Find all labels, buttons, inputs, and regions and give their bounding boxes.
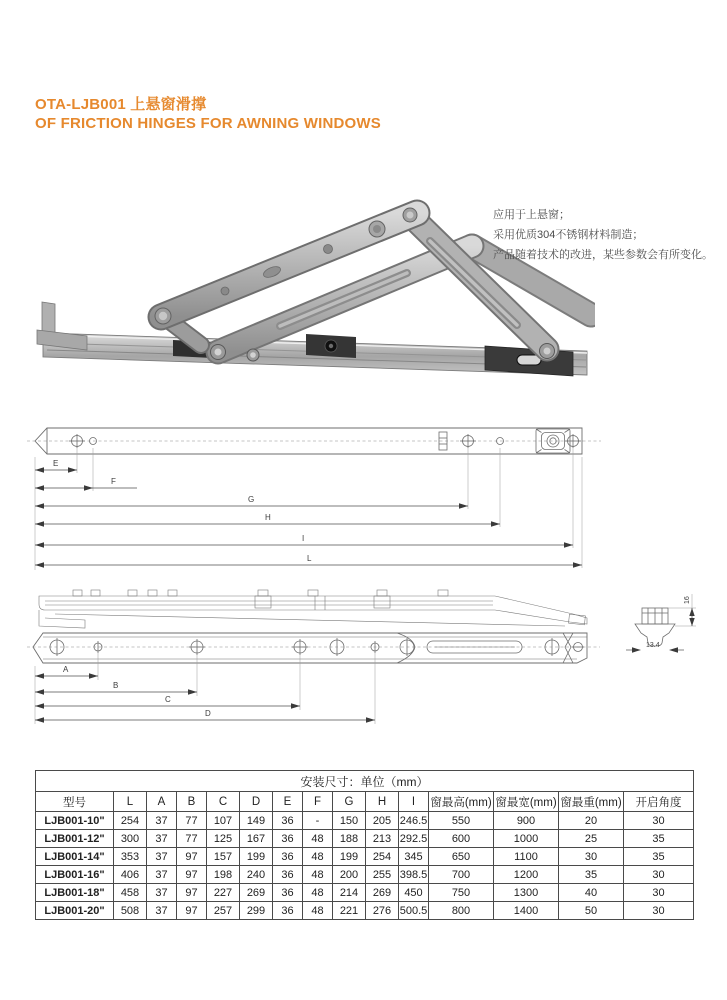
column-header: C <box>207 792 240 812</box>
value-cell: 227 <box>207 884 240 902</box>
value-cell: 205 <box>366 812 399 830</box>
drawing-extension-lines <box>35 448 582 570</box>
value-cell: 107 <box>207 812 240 830</box>
column-header: H <box>366 792 399 812</box>
column-header: E <box>273 792 303 812</box>
value-cell: 35 <box>624 830 694 848</box>
value-cell: 30 <box>559 848 624 866</box>
value-cell: 600 <box>429 830 494 848</box>
description-line: 应用于上悬窗； <box>493 209 570 221</box>
drawing-folded-profile <box>39 590 587 628</box>
dim-label-A: A <box>63 665 69 674</box>
value-cell: 450 <box>399 884 429 902</box>
value-cell: 125 <box>207 830 240 848</box>
value-cell: 299 <box>240 902 273 920</box>
description-line: 采用优质304不锈钢材料制造； <box>493 229 644 241</box>
value-cell: 240 <box>240 866 273 884</box>
value-cell: 30 <box>624 884 694 902</box>
value-cell: 345 <box>399 848 429 866</box>
value-cell: 1400 <box>494 902 559 920</box>
value-cell: 1300 <box>494 884 559 902</box>
value-cell: 221 <box>333 902 366 920</box>
product-description <box>493 205 713 265</box>
value-cell: 650 <box>429 848 494 866</box>
model-cell: LJB001-14" <box>36 848 114 866</box>
value-cell: 40 <box>559 884 624 902</box>
table-row <box>36 902 694 920</box>
value-cell: 269 <box>240 884 273 902</box>
column-header: F <box>303 792 333 812</box>
value-cell: 50 <box>559 902 624 920</box>
column-header: D <box>240 792 273 812</box>
value-cell: 77 <box>177 812 207 830</box>
value-cell: 48 <box>303 866 333 884</box>
value-cell: 200 <box>333 866 366 884</box>
table-row <box>36 884 694 902</box>
value-cell: 37 <box>147 830 177 848</box>
value-cell: 30 <box>624 812 694 830</box>
dim-label-G: G <box>248 495 255 504</box>
value-cell: 900 <box>494 812 559 830</box>
value-cell: 30 <box>624 902 694 920</box>
model-cell: LJB001-20" <box>36 902 114 920</box>
column-header: 开启角度 <box>624 792 694 812</box>
value-cell: 406 <box>114 866 147 884</box>
value-cell: 77 <box>177 830 207 848</box>
column-header: A <box>147 792 177 812</box>
value-cell: 353 <box>114 848 147 866</box>
value-cell: 500.5 <box>399 902 429 920</box>
value-cell: 750 <box>429 884 494 902</box>
dim-label-D: D <box>205 709 211 718</box>
value-cell: 269 <box>366 884 399 902</box>
table-row <box>36 866 694 884</box>
value-cell: 48 <box>303 830 333 848</box>
description-line: 产品随着技术的改进，某些参数会有所变化。 <box>493 249 713 261</box>
photo-left-hook <box>37 302 87 350</box>
value-cell: 48 <box>303 902 333 920</box>
drawing-track-holes <box>50 633 584 663</box>
table-row <box>36 812 694 830</box>
table-row <box>36 830 694 848</box>
section-width-label: 13.4 <box>646 642 660 649</box>
value-cell: 398.5 <box>399 866 429 884</box>
dim-label-C: C <box>165 695 171 704</box>
dim-label-L: L <box>307 554 312 563</box>
spec-table <box>35 770 694 920</box>
value-cell: 508 <box>114 902 147 920</box>
value-cell: 36 <box>273 902 303 920</box>
column-header: B <box>177 792 207 812</box>
value-cell: 276 <box>366 902 399 920</box>
value-cell: 97 <box>177 866 207 884</box>
value-cell: 458 <box>114 884 147 902</box>
value-cell: 800 <box>429 902 494 920</box>
dimension-drawing-top <box>25 405 605 575</box>
dim-label-E: E <box>53 459 59 468</box>
dimension-drawing-side <box>25 586 705 736</box>
value-cell: 37 <box>147 866 177 884</box>
value-cell: 199 <box>240 848 273 866</box>
value-cell: 36 <box>273 812 303 830</box>
value-cell: 48 <box>303 884 333 902</box>
value-cell: 36 <box>273 848 303 866</box>
value-cell: 149 <box>240 812 273 830</box>
value-cell: 37 <box>147 884 177 902</box>
value-cell: 292.5 <box>399 830 429 848</box>
value-cell: 1200 <box>494 866 559 884</box>
model-cell: LJB001-18" <box>36 884 114 902</box>
value-cell: 37 <box>147 812 177 830</box>
column-header: I <box>399 792 429 812</box>
value-cell: 700 <box>429 866 494 884</box>
value-cell: 157 <box>207 848 240 866</box>
value-cell: 25 <box>559 830 624 848</box>
value-cell: 97 <box>177 902 207 920</box>
value-cell: 36 <box>273 830 303 848</box>
column-header: 型号 <box>36 792 114 812</box>
model-cell: LJB001-16" <box>36 866 114 884</box>
column-header: 窗最高(mm) <box>429 792 494 812</box>
value-cell: 167 <box>240 830 273 848</box>
page-title-en: OF FRICTION HINGES FOR AWNING WINDOWS <box>35 115 381 132</box>
dim-label-H: H <box>265 513 271 522</box>
value-cell: 37 <box>147 848 177 866</box>
value-cell: 97 <box>177 884 207 902</box>
column-header: G <box>333 792 366 812</box>
page-title <box>35 95 381 133</box>
drawing-track-outline <box>33 633 587 663</box>
model-cell: LJB001-12" <box>36 830 114 848</box>
table-row <box>36 848 694 866</box>
dim-label-B: B <box>113 681 119 690</box>
value-cell: 48 <box>303 848 333 866</box>
value-cell: 35 <box>559 866 624 884</box>
value-cell: 1000 <box>494 830 559 848</box>
value-cell: 254 <box>114 812 147 830</box>
dim-label-I: I <box>302 534 305 543</box>
value-cell: 1100 <box>494 848 559 866</box>
value-cell: 257 <box>207 902 240 920</box>
table-title: 安装尺寸：单位（mm） <box>36 771 694 792</box>
dim-label-F: F <box>111 477 116 486</box>
photo-arm-middle <box>218 246 472 352</box>
value-cell: 35 <box>624 848 694 866</box>
column-header: 窗最重(mm) <box>559 792 624 812</box>
model-cell: LJB001-10" <box>36 812 114 830</box>
table-header-row <box>36 792 694 812</box>
value-cell: 30 <box>624 866 694 884</box>
value-cell: 254 <box>366 848 399 866</box>
value-cell: 20 <box>559 812 624 830</box>
value-cell: 36 <box>273 884 303 902</box>
value-cell: 246.5 <box>399 812 429 830</box>
value-cell: 214 <box>333 884 366 902</box>
page-title-cn: OTA-LJB001 上悬窗滑撑 <box>35 96 207 113</box>
value-cell: 97 <box>177 848 207 866</box>
value-cell: 255 <box>366 866 399 884</box>
value-cell: 37 <box>147 902 177 920</box>
column-header: L <box>114 792 147 812</box>
value-cell: 36 <box>273 866 303 884</box>
column-header: 窗最宽(mm) <box>494 792 559 812</box>
value-cell: 550 <box>429 812 494 830</box>
value-cell: 213 <box>366 830 399 848</box>
photo-lock-block <box>306 334 356 358</box>
value-cell: - <box>303 812 333 830</box>
value-cell: 188 <box>333 830 366 848</box>
value-cell: 300 <box>114 830 147 848</box>
cross-section-view <box>626 594 696 653</box>
value-cell: 199 <box>333 848 366 866</box>
section-height-label: 16 <box>684 596 691 604</box>
value-cell: 198 <box>207 866 240 884</box>
value-cell: 150 <box>333 812 366 830</box>
